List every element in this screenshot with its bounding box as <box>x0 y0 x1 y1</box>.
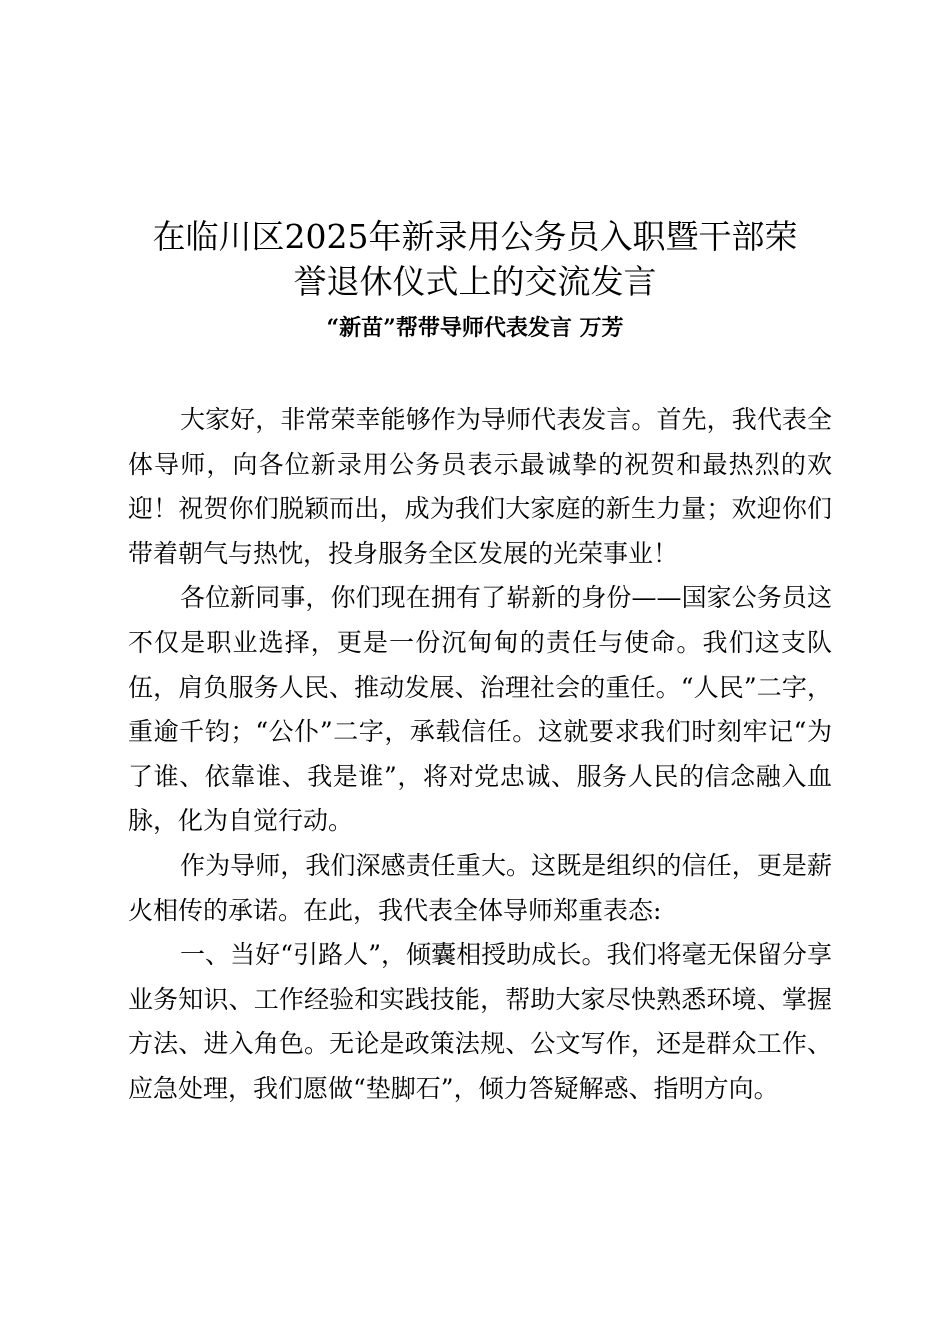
document-title-line-1: 在临川区2025年新录用公务员入职暨干部荣 <box>152 217 798 256</box>
document-subtitle: “新苗”帮带导师代表发言 万芳 <box>326 315 624 341</box>
paragraph-greeting: 大家好，非常荣幸能够作为导师代表发言。首先，我代表全体导师，向各位新录用公务员表示最诚挚的祝贺和最热烈的欢迎！祝贺你们脱颖而出，成为我们大家庭的新生力量；欢迎你们带着朝气与热忱，投身服务全区发展的光荣事业！ <box>128 405 832 568</box>
paragraph-mentor-commitment: 作为导师，我们深感责任重大。这既是组织的信任，更是薪火相传的承诺。在此，我代表全体导师郑重表态: <box>128 850 832 925</box>
paragraph-new-colleagues: 各位新同事，你们现在拥有了崭新的身份——国家公务员这不仅是职业选择，更是一份沉甸甸的责任与使命。我们这支队伍，肩负服务人民、推动发展、治理社会的重任。“人民”二字，重逾千钧；“公仆”二字，承载信任。这就要求我们时刻牢记“为了谁、依靠谁、我是谁”，将对党忠诚、服务人民的信念融入血脉，化为自觉行动。 <box>128 583 832 836</box>
paragraph-point-one: 一、当好“引路人”，倾囊相授助成长。我们将毫无保留分享业务知识、工作经验和实践技能，帮助大家尽快熟悉环境、掌握方法、进入角色。无论是政策法规、公文写作，还是群众工作、应急处理，我们愿做“垫脚石”，倾力答疑解惑、指明方向。 <box>128 940 832 1103</box>
document-body <box>128 398 832 1112</box>
document-title-line-2: 誉退休仪式上的交流发言 <box>293 262 657 301</box>
